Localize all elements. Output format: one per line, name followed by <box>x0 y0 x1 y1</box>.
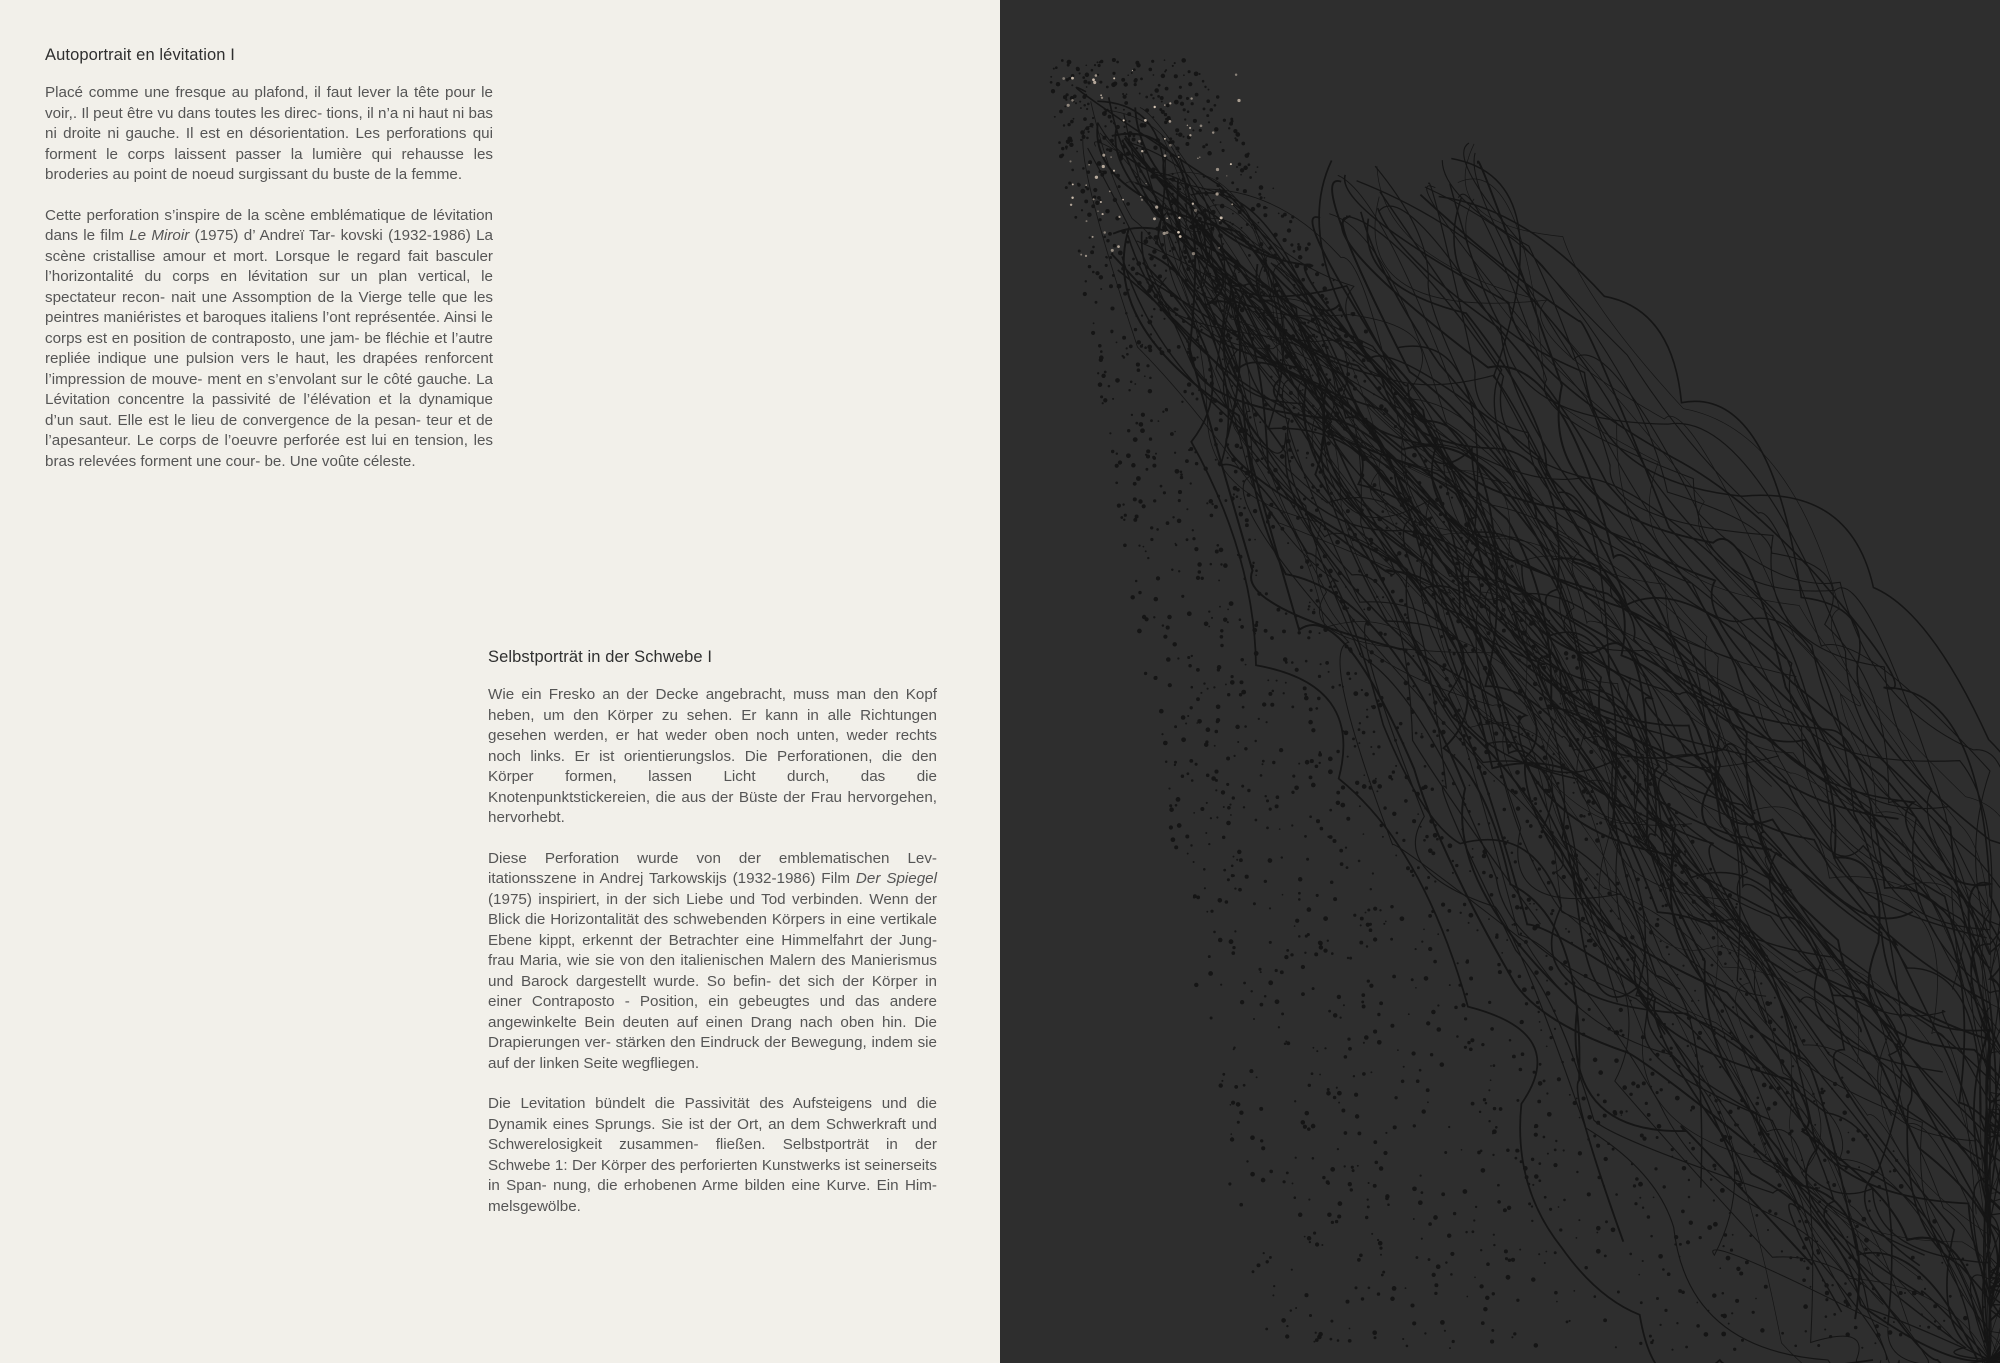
perforated-embroidery-artwork <box>1000 0 2000 1363</box>
film-title-de: Der Spiegel <box>855 870 937 887</box>
french-paragraph-2: Cette perforation s’inspire de la scène emblématique de lévitation dans le film Le Miroir (1975) d’ Andreï Tar- kovski (1932-1986) La scène cristallise amour et mort. Lorsque le regard fait basculer l’horizontalité du corps en lévitation sur un plan vertical, le spectateur recon- nait une Assomption de la Vierge telle que les peintres maniéristes et baroques italiens l’ont représentée. Ainsi le corps est en position de contraposto, une jam- be fléchie et l’autre repliée indique une pulsion vers le haut, les drapées renforcent l’impression de mouve- ment en s’envolant sur le côté gauche. La Lévitation concentre la passivité de l’élévation et la dynamique d’un saut. Elle est le lieu de convergence de la pesan- teur et de l’apesanteur. Le corps de l’oeuvre perforée est lui en tension, les bras relevées forment une cour- be. Une voûte céleste. <box>45 206 493 470</box>
german-text-block <box>488 648 937 1237</box>
german-paragraph-2: Diese Perforation wurde von der emblematischen Lev- itationsszene in Andrej Tarkowskijs (1932-1986) Film Der Spiegel (1975) inspiriert, in der sich Liebe und Tod verbinden. Wenn der Blick die Horizontalität des schwebenden Körpers in eine vertikale Ebene kippt, erkennt der Betrachter eine Himmelfahrt der Jung- frau Maria, wie sie von den italienischen Malern des Manierismus und Barock dargestellt wurde. So befin- det sich der Körper in einer Contraposto - Position, ein gebeugtes und das andere angewinkelte Bein deuten auf einen Drang nach oben hin. Die Drapierungen ver- stärken den Eindruck der Bewegung, indem sie auf der linken Seite wegfliegen. <box>488 849 937 1072</box>
french-text-block <box>45 46 493 492</box>
german-paragraph-1: Wie ein Fresko an der Decke angebracht, muss man den Kopf heben, um den Körper zu sehen. Er kann in alle Richtungen gesehen werden, er hat weder oben noch unten, weder rechts noch links. Er ist orientierungslos. Die Perforationen, die den Körper formen, lassen Licht durch, das die Knotenpunktstickereien, die aus der Büste der Frau hervorgehen, hervorhebt. <box>488 686 937 826</box>
french-title: Autoportrait en lévitation I <box>45 46 235 64</box>
film-title-fr: Le Miroir <box>129 227 190 244</box>
french-paragraph-1: Placé comme une fresque au plafond, il faut lever la tête pour le voir,. Il peut être vu dans toutes les direc- tions, il n’a ni haut ni bas ni droite ni gauche. Il est en désorientation. Les perforations qui forment le corps laissent passer la lumière qui rehausse les broderies au point de noeud surgissant du buste de la femme. <box>45 84 493 183</box>
artwork-photo <box>1000 0 2000 1363</box>
german-title: Selbstporträt in der Schwebe I <box>488 648 713 666</box>
german-paragraph-3: Die Levitation bündelt die Passivität des Aufsteigens und die Dynamik eines Sprungs. Sie ist der Ort, an dem Schwerkraft und Schwerelosigkeit zusammen- fließen. Selbstporträt in der Schwebe 1: Der Körper des perforierten Kunstwerks ist seinerseits in Span- nung, die erhobenen Arme bilden eine Kurve. Ein Him- melsgewölbe. <box>488 1095 937 1215</box>
